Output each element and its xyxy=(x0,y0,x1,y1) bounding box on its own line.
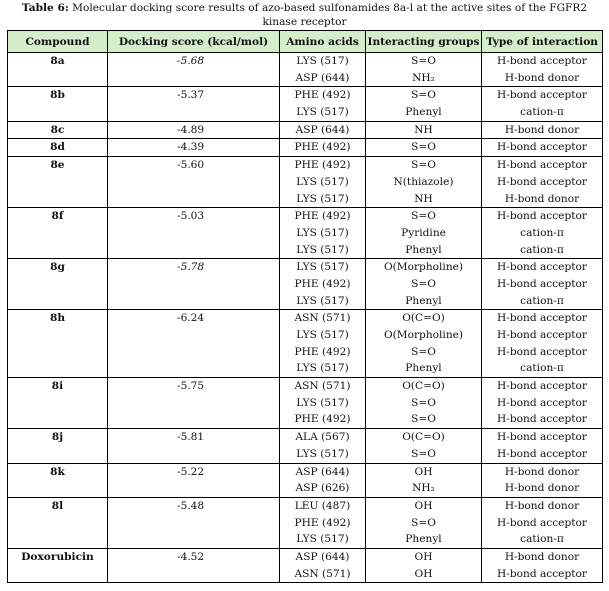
interaction-type: H-bond donor xyxy=(504,482,580,495)
amino-acid: LYS (517) xyxy=(296,362,349,375)
interaction-type-cell xyxy=(482,208,603,259)
amino-acid: LYS (517) xyxy=(296,243,349,256)
interaction-type: H-bond acceptor xyxy=(497,159,587,172)
interaction-type: H-bond donor xyxy=(504,71,580,84)
interacting-group: NH xyxy=(414,192,433,205)
interacting-group: S=O xyxy=(411,447,436,460)
interaction-type: H-bond acceptor xyxy=(497,516,587,529)
table-row xyxy=(8,310,603,378)
interacting-group: NH₂ xyxy=(412,71,435,84)
compound-name: 8l xyxy=(51,499,64,512)
docking-score-value: -5.37 xyxy=(177,89,205,102)
interaction-type-cell xyxy=(482,157,603,208)
interacting-group: N(thiazole) xyxy=(393,175,454,188)
docking-score-value: -5.68 xyxy=(177,55,205,67)
amino-acid: ASP (644) xyxy=(295,550,350,563)
interaction-type: cation-π xyxy=(520,226,564,239)
interacting-group-cell xyxy=(366,139,482,157)
interaction-type-cell xyxy=(482,548,603,582)
amino-acid: PHE (492) xyxy=(294,345,351,358)
header-interacting-groups: Interacting groups xyxy=(366,31,482,53)
interaction-type-cell xyxy=(482,53,603,87)
interacting-group-cell xyxy=(366,463,482,497)
interaction-type: H-bond donor xyxy=(504,123,580,136)
interacting-group: O(C=O) xyxy=(402,380,445,393)
table-row xyxy=(8,378,603,429)
caption-text: Molecular docking score results of azo-based sulfonamides 8a-l at the active sites of the FGFR2 kinase receptor xyxy=(72,2,588,28)
table-row xyxy=(8,121,603,139)
interacting-group: NH xyxy=(414,123,433,136)
amino-acid: LYS (517) xyxy=(296,329,349,341)
interacting-group: NH₂ xyxy=(412,482,435,495)
docking-score-cell xyxy=(108,157,280,208)
table-caption xyxy=(7,0,602,30)
table-row xyxy=(8,259,603,310)
interacting-group: OH xyxy=(414,567,433,580)
interacting-group: Phenyl xyxy=(405,106,442,119)
docking-score-cell xyxy=(108,429,280,463)
header-compound: Compound xyxy=(8,31,108,53)
amino-acid: PHE (492) xyxy=(294,210,351,223)
amino-acid: ASP (626) xyxy=(295,482,350,495)
interaction-type: H-bond acceptor xyxy=(497,89,587,102)
header-docking-score: Docking score (kcal/mol) xyxy=(108,31,280,53)
amino-acid: ASP (644) xyxy=(295,465,350,478)
amino-acid-cell xyxy=(280,497,366,548)
interaction-type: H-bond donor xyxy=(504,465,580,478)
interaction-type: H-bond acceptor xyxy=(497,431,587,444)
header-row xyxy=(8,31,603,53)
compound-name: Doxorubicin xyxy=(21,550,94,563)
amino-acid: ALA (567) xyxy=(295,431,350,444)
interaction-type: H-bond acceptor xyxy=(497,141,587,154)
amino-acid: LYS (517) xyxy=(296,396,349,409)
table-body xyxy=(8,53,603,583)
interaction-type-cell xyxy=(482,497,603,548)
interacting-group: S=O xyxy=(411,141,436,154)
compound-cell xyxy=(8,87,108,121)
interaction-type-cell xyxy=(482,310,603,378)
interaction-type: cation-π xyxy=(520,243,564,256)
compound-cell xyxy=(8,463,108,497)
interaction-type: cation-π xyxy=(520,533,564,546)
compound-name: 8h xyxy=(49,312,66,325)
amino-acid: LYS (517) xyxy=(296,226,349,239)
compound-cell xyxy=(8,429,108,463)
interaction-type-cell xyxy=(482,463,603,497)
interaction-type: H-bond acceptor xyxy=(497,329,587,341)
table-row xyxy=(8,87,603,121)
header-interaction-type: Type of interaction xyxy=(482,31,603,53)
docking-score-cell xyxy=(108,463,280,497)
interaction-type: H-bond donor xyxy=(504,192,580,205)
interacting-group: Phenyl xyxy=(405,243,442,256)
interacting-group: Pyridine xyxy=(401,226,446,239)
compound-name: 8d xyxy=(50,141,65,154)
amino-acid: PHE (492) xyxy=(294,141,351,154)
compound-name: 8g xyxy=(50,261,65,274)
interaction-type: cation-π xyxy=(520,362,564,375)
interacting-group-cell xyxy=(366,121,482,139)
compound-cell xyxy=(8,208,108,259)
compound-cell xyxy=(8,497,108,548)
docking-score-cell xyxy=(108,378,280,429)
interacting-group: Phenyl xyxy=(405,294,442,307)
compound-cell xyxy=(8,378,108,429)
docking-score-cell xyxy=(108,53,280,87)
interacting-group: S=O xyxy=(411,55,436,67)
interaction-type: H-bond acceptor xyxy=(497,567,587,580)
docking-score-value: -5.81 xyxy=(177,431,205,444)
docking-score-value: -5.75 xyxy=(177,380,205,393)
docking-score-cell xyxy=(108,259,280,310)
interaction-type: cation-π xyxy=(520,294,564,307)
compound-name: 8a xyxy=(50,55,65,67)
interaction-type: H-bond acceptor xyxy=(497,210,587,223)
interaction-type: H-bond donor xyxy=(504,499,580,512)
amino-acid: ASN (571) xyxy=(294,567,351,580)
amino-acid: ASP (644) xyxy=(295,123,350,136)
interacting-group: OH xyxy=(414,550,433,563)
interaction-type-cell xyxy=(482,259,603,310)
compound-name: 8i xyxy=(51,380,64,393)
interaction-type: H-bond acceptor xyxy=(497,261,587,274)
amino-acid: LYS (517) xyxy=(296,261,349,274)
interacting-group: O(C=O) xyxy=(402,431,445,444)
amino-acid: LEU (487) xyxy=(294,499,351,512)
interacting-group: Phenyl xyxy=(405,533,442,546)
docking-score-value: -4.89 xyxy=(177,123,205,136)
docking-score-value: -6.24 xyxy=(177,312,205,325)
compound-name: 8b xyxy=(50,89,65,102)
amino-acid: LYS (517) xyxy=(296,447,349,460)
docking-table xyxy=(7,30,603,583)
amino-acid: PHE (492) xyxy=(294,516,351,529)
amino-acid-cell xyxy=(280,87,366,121)
amino-acid: PHE (492) xyxy=(294,413,351,426)
docking-score-value: -5.60 xyxy=(177,159,205,172)
docking-score-value: -4.39 xyxy=(177,141,205,154)
interaction-type-cell xyxy=(482,429,603,463)
interacting-group-cell xyxy=(366,310,482,378)
compound-cell xyxy=(8,548,108,582)
amino-acid: PHE (492) xyxy=(294,277,351,290)
docking-score-value: -5.22 xyxy=(177,465,205,478)
interaction-type-cell xyxy=(482,378,603,429)
interacting-group: OH xyxy=(414,499,433,512)
interacting-group-cell xyxy=(366,497,482,548)
interacting-group-cell xyxy=(366,208,482,259)
amino-acid-cell xyxy=(280,157,366,208)
interaction-type: H-bond acceptor xyxy=(497,396,587,409)
interaction-type-cell xyxy=(482,139,603,157)
compound-name: 8f xyxy=(51,210,64,223)
interacting-group: O(Morpholine) xyxy=(383,329,464,341)
amino-acid: ASP (644) xyxy=(295,71,350,84)
interacting-group-cell xyxy=(366,429,482,463)
docking-score-value: -5.78 xyxy=(177,261,205,274)
interacting-group-cell xyxy=(366,87,482,121)
amino-acid: LYS (517) xyxy=(296,175,349,188)
table-row xyxy=(8,463,603,497)
interaction-type: H-bond acceptor xyxy=(497,277,587,290)
amino-acid-cell xyxy=(280,53,366,87)
docking-score-cell xyxy=(108,121,280,139)
amino-acid: LYS (517) xyxy=(296,533,349,546)
amino-acid: ASN (571) xyxy=(294,380,351,393)
amino-acid-cell xyxy=(280,378,366,429)
amino-acid: PHE (492) xyxy=(294,89,351,102)
interacting-group: OH xyxy=(414,465,433,478)
interaction-type: cation-π xyxy=(520,106,564,119)
interacting-group: S=O xyxy=(411,413,436,426)
amino-acid-cell xyxy=(280,208,366,259)
interacting-group: S=O xyxy=(411,345,436,358)
compound-cell xyxy=(8,310,108,378)
interacting-group: S=O xyxy=(411,159,436,172)
interacting-group: S=O xyxy=(411,210,436,223)
amino-acid-cell xyxy=(280,463,366,497)
interaction-type: H-bond acceptor xyxy=(497,413,587,426)
amino-acid-cell xyxy=(280,429,366,463)
table-row xyxy=(8,497,603,548)
interaction-type: H-bond acceptor xyxy=(497,55,587,67)
caption-label: Table 6: xyxy=(21,2,69,14)
interacting-group-cell xyxy=(366,259,482,310)
interacting-group-cell xyxy=(366,157,482,208)
compound-cell xyxy=(8,259,108,310)
header-amino-acids: Amino acids xyxy=(280,31,366,53)
interacting-group: O(Morpholine) xyxy=(383,261,464,274)
amino-acid: LYS (517) xyxy=(296,106,349,119)
compound-cell xyxy=(8,121,108,139)
amino-acid-cell xyxy=(280,310,366,378)
compound-name: 8c xyxy=(50,123,65,136)
amino-acid-cell xyxy=(280,139,366,157)
interaction-type: H-bond acceptor xyxy=(497,175,587,188)
docking-score-value: -5.03 xyxy=(177,210,205,223)
interacting-group: Phenyl xyxy=(405,362,442,375)
interacting-group: S=O xyxy=(411,516,436,529)
compound-name: 8e xyxy=(50,159,65,172)
compound-name: 8j xyxy=(51,431,64,444)
interaction-type-cell xyxy=(482,121,603,139)
compound-cell xyxy=(8,139,108,157)
amino-acid: LYS (517) xyxy=(296,55,349,67)
interacting-group: O(C=O) xyxy=(402,312,445,325)
docking-score-cell xyxy=(108,548,280,582)
table-row xyxy=(8,139,603,157)
compound-name: 8k xyxy=(50,465,65,478)
docking-score-cell xyxy=(108,87,280,121)
docking-score-cell xyxy=(108,310,280,378)
interaction-type: H-bond acceptor xyxy=(497,380,587,393)
docking-score-cell xyxy=(108,139,280,157)
table-row xyxy=(8,208,603,259)
amino-acid: ASN (571) xyxy=(294,312,351,325)
amino-acid: LYS (517) xyxy=(296,192,349,205)
amino-acid-cell xyxy=(280,259,366,310)
interaction-type: H-bond donor xyxy=(504,550,580,563)
compound-cell xyxy=(8,53,108,87)
table-row xyxy=(8,157,603,208)
interaction-type-cell xyxy=(482,87,603,121)
interacting-group-cell xyxy=(366,378,482,429)
docking-score-cell xyxy=(108,497,280,548)
docking-score-value: -5.48 xyxy=(177,499,205,512)
table-row xyxy=(8,429,603,463)
amino-acid: PHE (492) xyxy=(294,159,351,172)
interacting-group: S=O xyxy=(411,89,436,102)
interacting-group: S=O xyxy=(411,396,436,409)
interacting-group-cell xyxy=(366,548,482,582)
interaction-type: H-bond acceptor xyxy=(497,345,587,358)
docking-score-cell xyxy=(108,208,280,259)
interaction-type: H-bond acceptor xyxy=(497,312,587,325)
interacting-group-cell xyxy=(366,53,482,87)
table-row xyxy=(8,53,603,87)
table-row xyxy=(8,548,603,582)
interacting-group: S=O xyxy=(411,277,436,290)
amino-acid-cell xyxy=(280,121,366,139)
compound-cell xyxy=(8,157,108,208)
amino-acid-cell xyxy=(280,548,366,582)
interaction-type: H-bond acceptor xyxy=(497,447,587,460)
amino-acid: LYS (517) xyxy=(296,294,349,307)
docking-score-value: -4.52 xyxy=(177,550,205,563)
